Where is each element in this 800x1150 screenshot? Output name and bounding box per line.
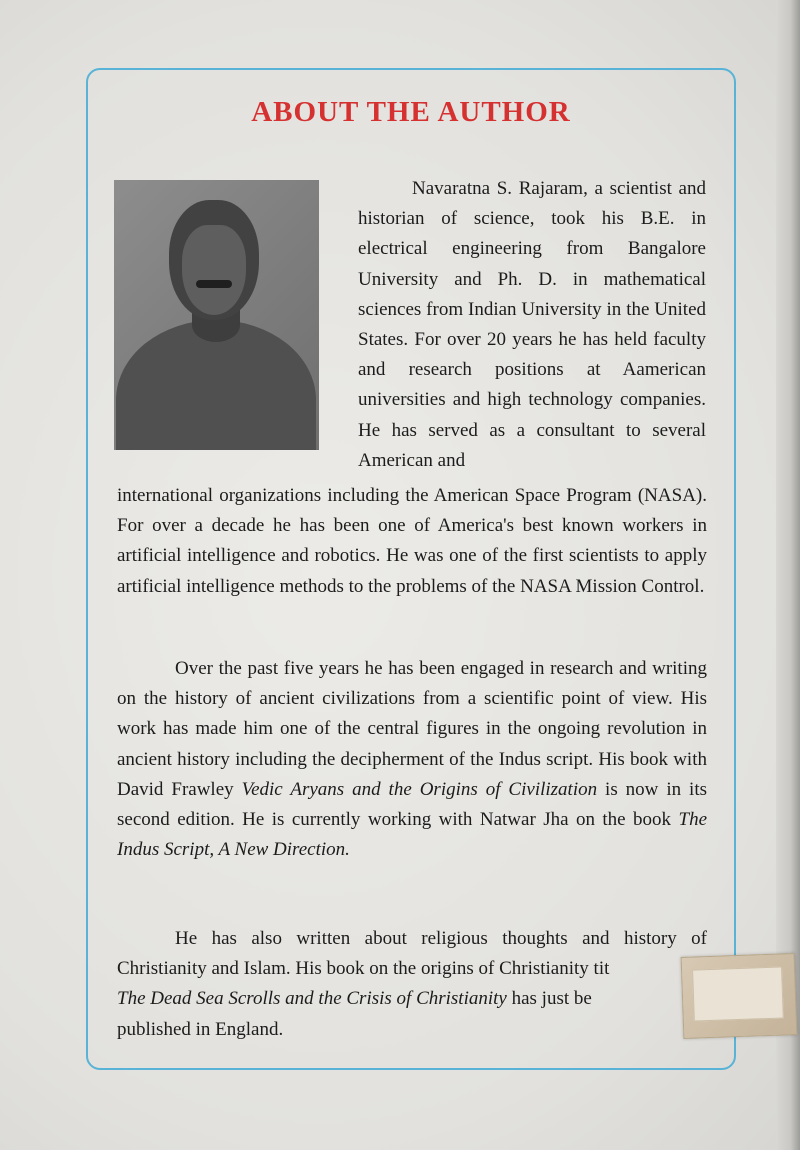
page-title: ABOUT THE AUTHOR (251, 96, 571, 128)
price-sticker-residue (681, 953, 798, 1039)
bio-paragraph-1-beside-photo: Navaratna S. Rajaram, a scientist and historian of science, took his B.E. in electrical engineering from Bangalore University and Ph. D. in mathematical sciences from Indian University in the United States. For over 20 years he has held faculty and research positions at Aamerican universities and high technology companies. He has served as a consultant to several American and (358, 178, 706, 471)
bio-paragraph-3: He has also written about religious thoughts and history of Christianity and Islam. His book on the origins of Christianity tit The Dead Sea Scrolls and the Crisis of Christianity has just be published in England. (117, 928, 707, 1040)
bio-paragraph-2: Over the past five years he has been engaged in research and writing on the history of ancient civilizations from a scientific point of view. His work has made him one of the central figures in the ongoing revolution in ancient history including the decipherment of the Indus script. His book with David Frawley Vedic Aryans and the Origins of Civilization is now in its second edition. He is currently working with Natwar Jha on the book The Indus Script, A New Direction. (117, 658, 708, 861)
author-photo (114, 180, 319, 450)
book-title-dead-sea-scrolls: The Dead Sea Scrolls and the Crisis of Christianity (117, 988, 507, 1010)
book-title-indus-script: The Indus Script, A New Direction. (117, 809, 707, 861)
book-title-vedic-aryans: Vedic Aryans and the Origins of Civilization (241, 778, 598, 800)
bio-paragraph-1-continued: international organizations including the American Space Program (NASA). For over a decade he has been one of America's best known workers in artificial intelligence and robotics. He was one of the first scientists to apply artificial intelligence methods to the problems of the NASA Mission Control. (117, 485, 707, 597)
